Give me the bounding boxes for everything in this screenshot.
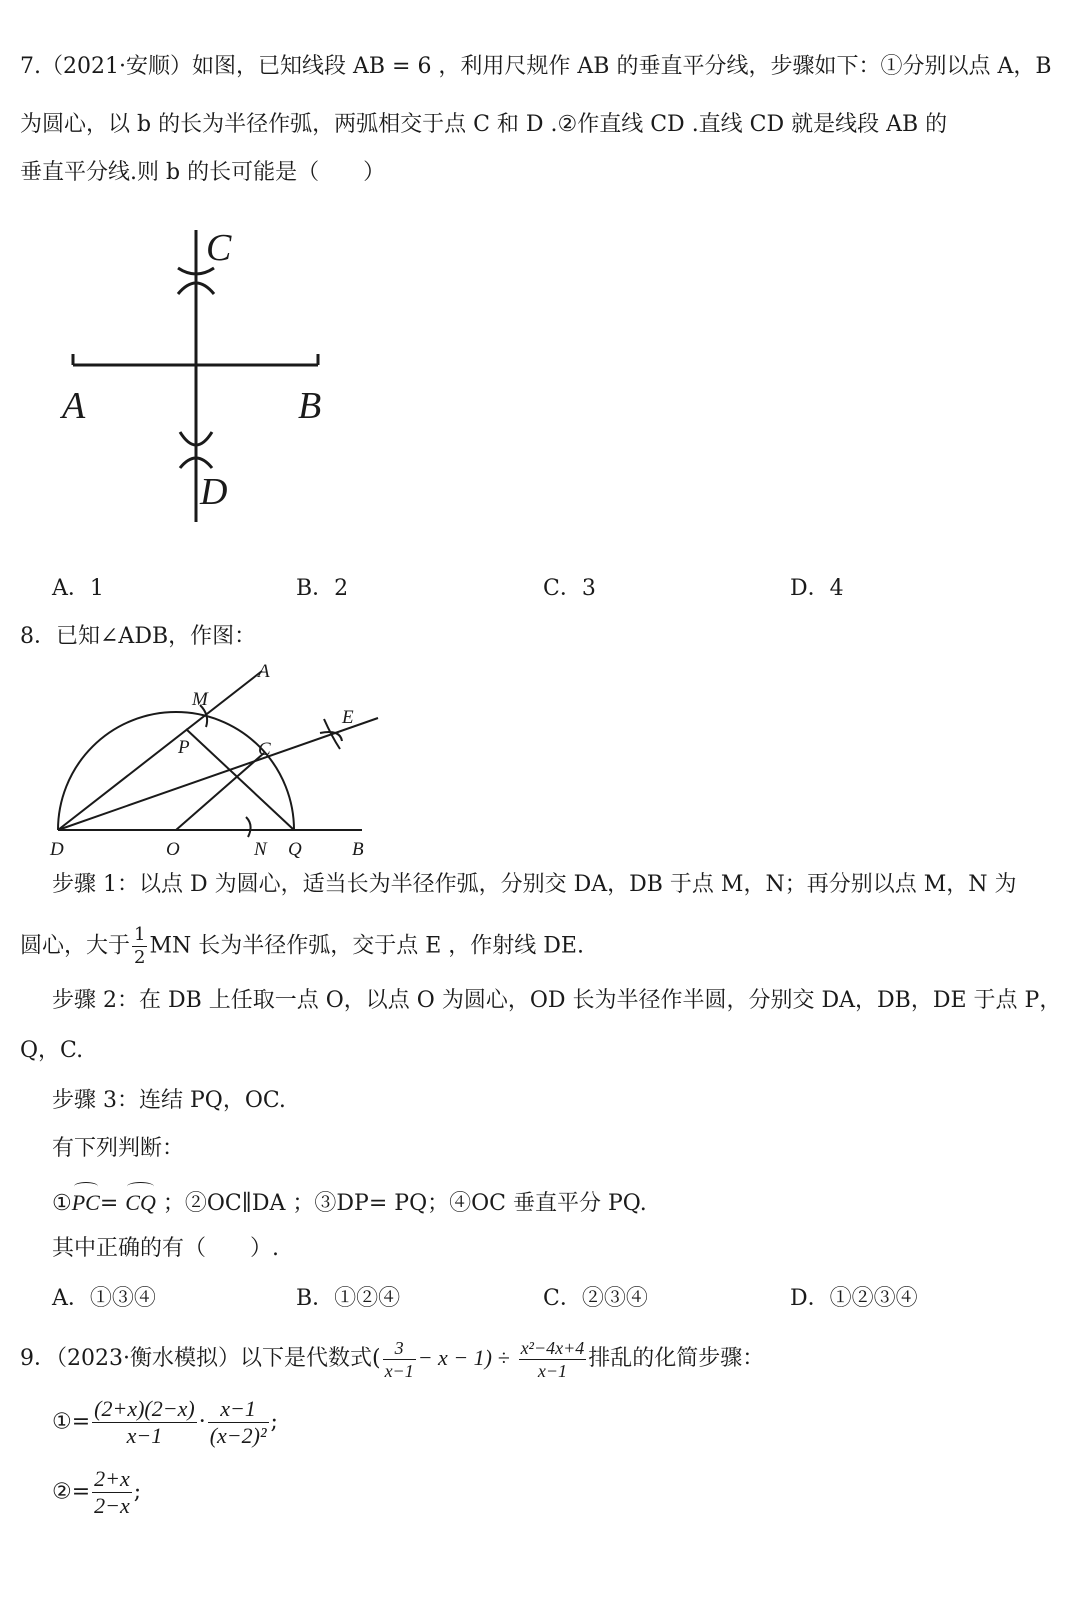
q9-line1: 9．（2023·衡水模拟）以下是代数式( $\frac{3}{x-1}$ − x − 1) ÷ $\frac{\text{x²−4x+4}}{x-1}$ 排乱的化简步骤： <box>20 1337 765 1381</box>
q8-option-a[interactable]: A．①③④ <box>52 1286 156 1311</box>
q8-step3: 步骤 3：连结 PQ，OC. <box>52 1088 286 1113</box>
fraction-step1-b: $\frac{x-1}{\text{(x−2)²}}$ <box>209 1396 267 1448</box>
label-a: A <box>258 661 270 682</box>
arc-cq: CQ <box>125 1184 156 1218</box>
label-b: B <box>298 385 322 427</box>
q9-step1: ①= $\frac{(2+x)(2-x)}{x-1}$ · $\frac{x-1}{\text{(x−2)²}}$ ; <box>52 1396 278 1448</box>
label-n: N <box>254 839 267 860</box>
label-d: D <box>50 839 64 860</box>
label-c: C <box>206 227 232 269</box>
q7-option-a[interactable]: A．1 <box>52 576 104 601</box>
label-p: P <box>178 737 190 758</box>
q8-step2-a: 步骤 2：在 DB 上任取一点 O，以点 O 为圆心，OD 长为半径作半圆，分别交 DA，DB，DE 于点 P， <box>52 988 1062 1013</box>
q8-option-c[interactable]: C．②③④ <box>543 1286 648 1311</box>
q8-step1-b: 圆心，大于 $\frac{1}{2}$ MN 长为半径作弧，交于点 E ，作射线 DE. <box>20 924 584 968</box>
q8-judgements: ① PC= CQ ；②OC∥DA ；③DP= PQ；④OC 垂直平分 PQ. <box>52 1184 647 1219</box>
label-q: Q <box>288 839 302 860</box>
label-o: O <box>166 839 180 860</box>
label-e: E <box>342 707 354 728</box>
q7-line1: 7.（2021·安顺）如图，已知线段 AB = 6 ，利用尺规作 AB 的垂直平分线，步骤如下：①分别以点 A，B <box>20 54 1052 79</box>
fraction-quadratic: $\frac{\text{x²−4x+4}}{x-1}$ <box>520 1337 585 1381</box>
label-m: M <box>192 689 208 710</box>
q7-option-b[interactable]: B．2 <box>296 576 349 601</box>
arc-pc: PC <box>72 1184 100 1218</box>
fraction-half: $\frac{1}{2}$ <box>134 924 146 968</box>
q8-option-d[interactable]: D．①②③④ <box>790 1286 918 1311</box>
q8-answer-prompt: 其中正确的有（ ）. <box>52 1236 279 1261</box>
q8-figure <box>40 655 385 863</box>
q8-step1-a: 步骤 1：以点 D 为圆心，适当长为半径作弧，分别交 DA，DB 于点 M，N；再分别以点 M，N 为 <box>52 872 1017 897</box>
q7-figure <box>50 222 350 532</box>
label-a: A <box>62 385 86 427</box>
q8-option-b[interactable]: B．①②④ <box>296 1286 401 1311</box>
semicircle <box>58 712 294 830</box>
fraction-step2: $\frac{2+x}{2-x}$ <box>94 1466 130 1518</box>
q8-step2-b: Q，C. <box>20 1038 84 1063</box>
segment-oc <box>176 753 264 830</box>
label-d: D <box>200 471 228 513</box>
q7-option-c[interactable]: C．3 <box>543 576 596 601</box>
q8-title: 8．已知∠ADB，作图： <box>20 624 257 649</box>
label-b: B <box>352 839 364 860</box>
q7-line3: 垂直平分线.则 b 的长可能是（ ） <box>20 160 386 185</box>
q9-step2: ②= $\frac{2+x}{2-x}$ ; <box>52 1466 142 1518</box>
q7-line2: 为圆心，以 b 的长为半径作弧，两弧相交于点 C 和 D .②作直线 CD .直线 CD 就是线段 AB 的 <box>20 112 948 137</box>
label-c: C <box>258 739 271 760</box>
q7-option-d[interactable]: D．4 <box>790 576 844 601</box>
q8-judge-title: 有下列判断： <box>52 1136 185 1161</box>
fraction-3-over-x-1: $\frac{3}{x-1}$ <box>384 1337 414 1381</box>
fraction-step1-a: $\frac{(2+x)(2-x)}{x-1}$ <box>94 1396 195 1448</box>
